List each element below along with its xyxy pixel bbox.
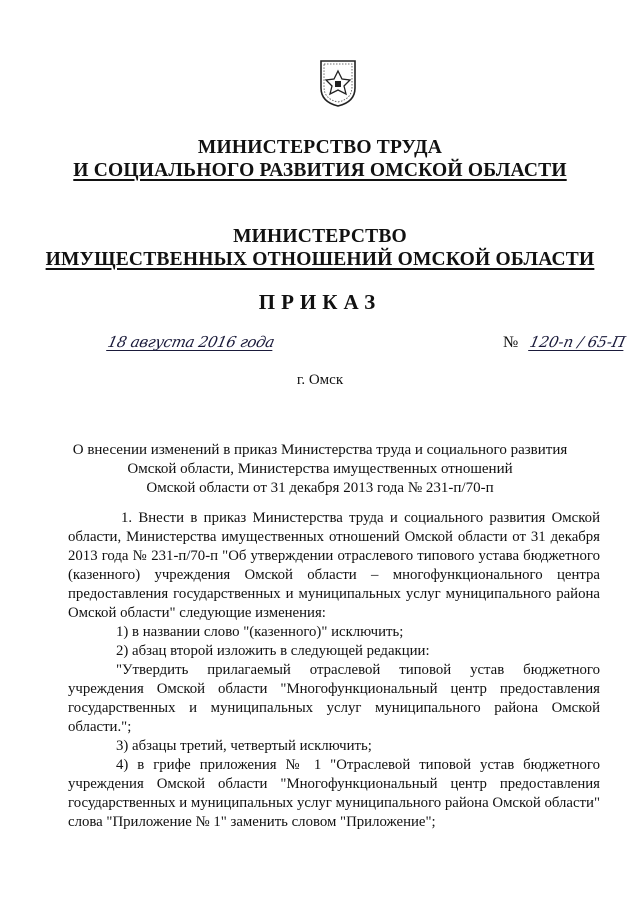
subject-line: Омской области от 31 декабря 2013 года № 231-п/70-п: [146, 480, 494, 496]
order-number: 120-п / 65-П: [528, 333, 628, 351]
subject-line: О внесении изменений в приказ Министерства труда и социального развития: [72, 442, 568, 458]
body-paragraph: "Утвердить прилагаемый отраслевой типовой устав бюджетного учреждения Омской области "Многофункциональный центр предоставления государственных и муниципальных услуг муниципального района Омской области.";: [68, 662, 600, 735]
ministry-labor-line1: МИНИСТЕРСТВО ТРУДА: [197, 137, 443, 158]
city-label: г. Омск: [296, 372, 344, 388]
body-paragraph: 1. Внести в приказ Министерства труда и социального развития Омской области, Министерства имущественных отношений Омской области от 31 декабря 2013 года № 231-п/70-п "Об утверждении отраслевого типового устава бюджетного (казенного) учреждения Омской области – многофункционального центра предоставления государственных и муниципальных услуг муниципального района Омской области" следующие изменения:: [68, 510, 600, 621]
order-body: [68, 509, 600, 832]
body-paragraph: 2) абзац второй изложить в следующей редакции:: [116, 643, 430, 659]
body-paragraph: 1) в названии слово "(казенного)" исключить;: [116, 624, 404, 640]
body-paragraph: 3) абзацы третий, четвертый исключить;: [116, 738, 372, 754]
body-paragraph: 4) в грифе приложения № 1 "Отраслевой типовой устав бюджетного учреждения Омской области "Многофункциональный центр предоставления государственных и муниципальных услуг муниципального района Омской области" слова "Приложение № 1" заменить словом "Приложение";: [68, 757, 600, 830]
ministry-property-line2-text: ИМУЩЕСТВЕННЫХ ОТНОШЕНИЙ ОМСКОЙ ОБЛАСТИ: [45, 249, 595, 270]
coat-of-arms-emblem-icon: [318, 58, 358, 108]
ministry-labor-line2-text: И СОЦИАЛЬНОГО РАЗВИТИЯ ОМСКОЙ ОБЛАСТИ: [73, 160, 567, 181]
ministry-property-line2: [0, 248, 640, 272]
ministry-labor-line2: [0, 159, 640, 183]
ministry-property-line1: МИНИСТЕРСТВО: [233, 226, 407, 247]
subject-line: Омской области, Министерства имущественных отношений: [127, 461, 513, 477]
order-number-label: №: [503, 334, 519, 351]
order-date: 18 августа 2016 года: [106, 333, 277, 351]
order-subject: [0, 441, 640, 498]
document-title: ПРИКАЗ: [258, 290, 382, 314]
